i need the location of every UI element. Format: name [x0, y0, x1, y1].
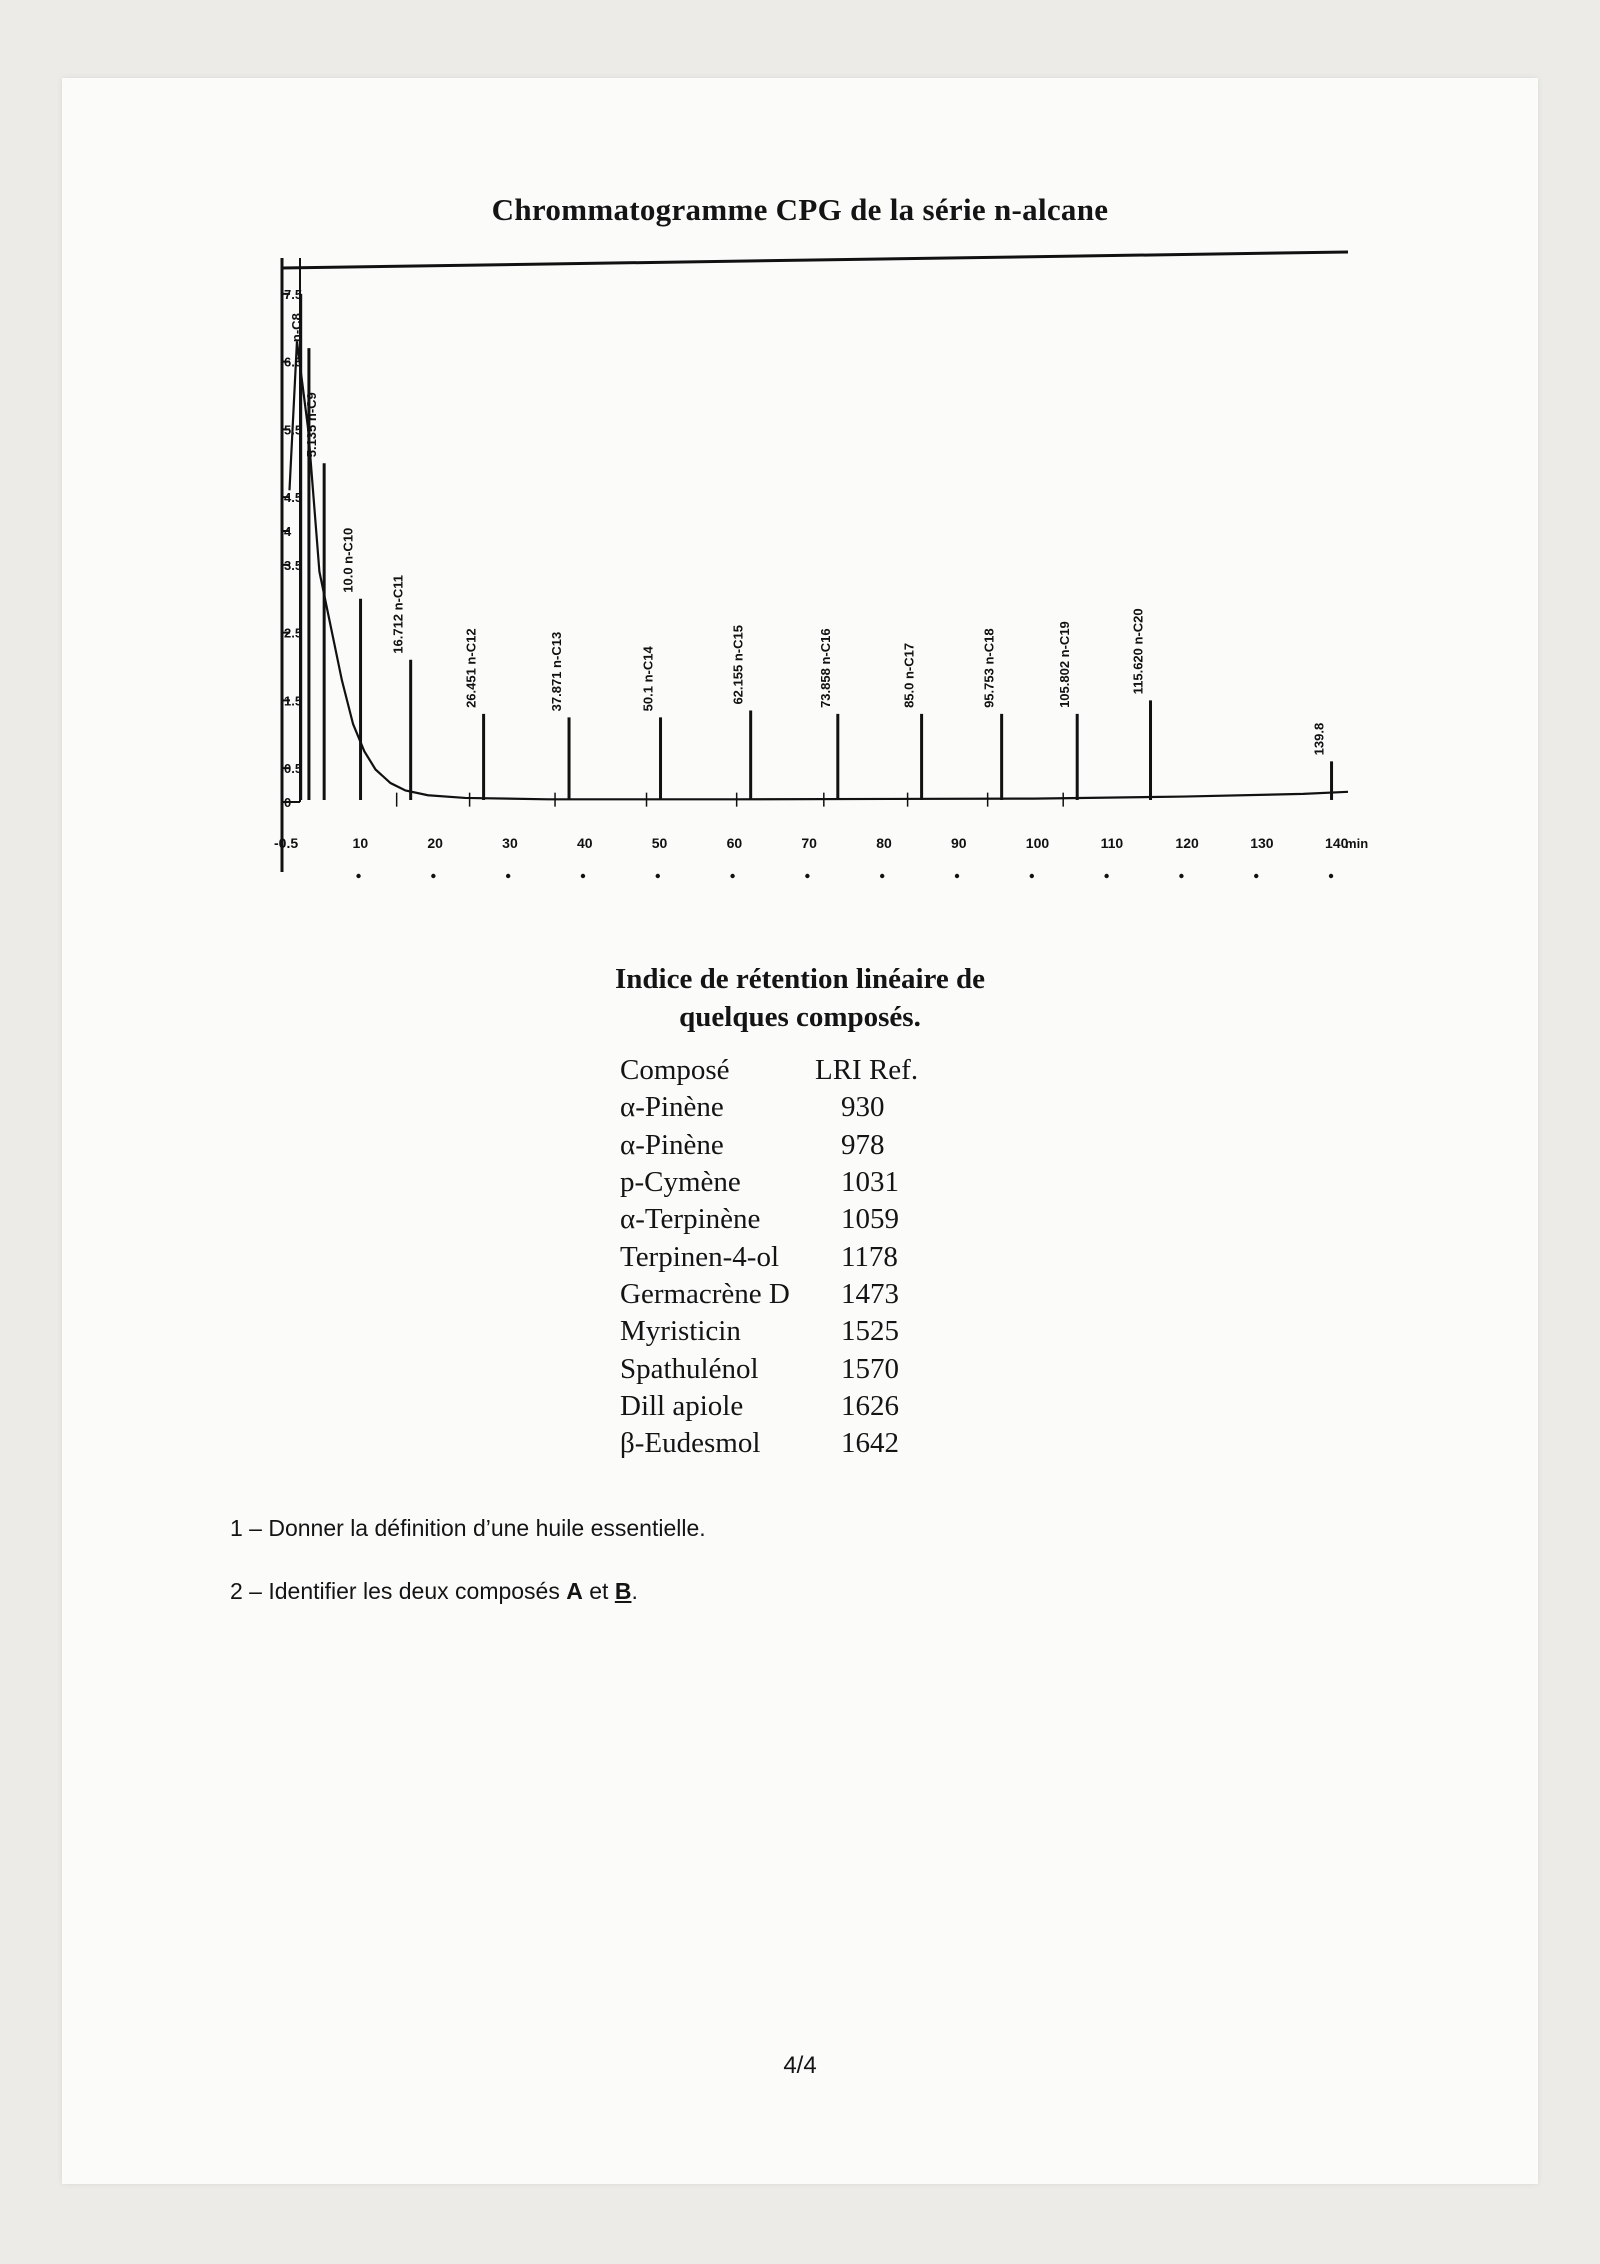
- compound-lri: 1473: [841, 1277, 899, 1310]
- compound-name: Spathulénol: [620, 1352, 759, 1385]
- y-tick-label: 7.5: [284, 286, 303, 302]
- table-row: [620, 1388, 918, 1425]
- chart-title: Chrommatogramme CPG de la série n-alcane: [491, 192, 1109, 227]
- table-caption-line-1: Indice de rétention linéaire de: [615, 963, 985, 995]
- x-tick-dot: [805, 874, 809, 878]
- table-row: [620, 1350, 918, 1387]
- x-tick-dot: [1104, 874, 1108, 878]
- peak-label: 62.155 n-C15: [730, 625, 746, 705]
- compound-lri: 1031: [841, 1166, 899, 1199]
- x-tick-label: 120: [1175, 835, 1199, 851]
- peak-label: 73.858 n-C16: [817, 628, 833, 708]
- y-tick-label: 4.5: [284, 490, 303, 506]
- x-tick-dot: [356, 874, 360, 878]
- y-tick-label: 6.5: [284, 354, 303, 370]
- compound-name: α-Terpinène: [620, 1203, 761, 1236]
- question-1: 1 – Donner la définition d’une huile essentielle.: [230, 1515, 706, 1541]
- compound-name: p-Cymène: [620, 1166, 741, 1199]
- x-tick-label: 110: [1100, 835, 1124, 851]
- compound-lri: 1642: [841, 1427, 899, 1460]
- x-axis-unit: min: [1345, 836, 1369, 851]
- compound-lri: 1525: [841, 1315, 899, 1348]
- compound-lri: 1178: [841, 1240, 898, 1273]
- x-tick-dot: [431, 874, 435, 878]
- peak-label: 115.620 n-C20: [1130, 608, 1146, 695]
- x-tick-dot: [880, 874, 884, 878]
- table-header-row: [620, 1052, 918, 1089]
- compound-name: β-Eudesmol: [620, 1427, 761, 1460]
- table-row: [620, 1313, 918, 1350]
- peak-label: 105.802 n-C19: [1057, 621, 1073, 708]
- top-border-line: [282, 252, 1348, 268]
- question-2: [230, 1578, 638, 1605]
- y-tick-label: 1.5: [284, 693, 303, 709]
- table-caption-line-2: quelques composés.: [679, 1001, 921, 1033]
- compound-lri: 1626: [841, 1389, 899, 1422]
- table-row: [620, 1201, 918, 1238]
- x-tick-label: 40: [576, 835, 593, 851]
- y-tick-label: 0: [284, 795, 292, 810]
- compound-lri: 978: [841, 1128, 885, 1161]
- peak-label: 139.8: [1311, 722, 1327, 756]
- question-2-and: et: [582, 1578, 615, 1604]
- header-compound: Composé: [620, 1054, 730, 1087]
- chromatogram-chart: [270, 250, 1369, 890]
- compound-name: Dill apiole: [620, 1389, 744, 1422]
- x-tick-dot: [1254, 874, 1258, 878]
- table-caption: [0, 960, 1600, 1036]
- peak-label: n-C8: [288, 313, 304, 343]
- x-tick-dot: [1030, 874, 1034, 878]
- compound-name: Germacrène D: [620, 1277, 790, 1310]
- page-number: 4/4: [783, 2052, 817, 2079]
- x-tick-dot: [730, 874, 734, 878]
- x-tick-dot: [1329, 874, 1333, 878]
- peak-label: 95.753 n-C18: [981, 628, 997, 708]
- x-tick-dot: [955, 874, 959, 878]
- x-tick-label: 50: [651, 835, 668, 851]
- x-tick-label: 90: [951, 835, 967, 851]
- peak-label: 50.1 n-C14: [640, 646, 656, 712]
- x-tick-dot: [506, 874, 510, 878]
- y-tick-label: 4: [284, 524, 292, 539]
- baseline-trace: [289, 341, 1348, 799]
- question-2-text: 2 – Identifier les deux composés: [230, 1578, 567, 1604]
- x-tick-label: 100: [1025, 835, 1050, 851]
- x-tick-label: 30: [502, 835, 518, 851]
- y-tick-label: 3.5: [284, 557, 303, 573]
- x-tick-dot: [1179, 874, 1183, 878]
- table-row: [620, 1127, 918, 1164]
- y-tick-label: 0.5: [284, 761, 303, 777]
- x-tick-label: 140: [1325, 835, 1349, 851]
- x-tick-dot: [581, 874, 585, 878]
- header-lri: LRI Ref.: [815, 1054, 919, 1087]
- y-tick-label: 5.5: [284, 422, 303, 438]
- table-row: [620, 1164, 918, 1201]
- y-tick-label: 2.5: [284, 625, 303, 641]
- x-tick-label: 70: [801, 835, 817, 851]
- lri-table-body: [620, 1089, 918, 1462]
- compound-b-label: B: [614, 1578, 632, 1604]
- table-row: [620, 1425, 918, 1462]
- lri-table: [620, 1052, 918, 1462]
- compound-name: Myristicin: [620, 1315, 741, 1348]
- compound-lri: 1570: [841, 1352, 899, 1385]
- table-row: [620, 1089, 918, 1126]
- x-tick-label: 80: [876, 835, 892, 851]
- x-tick-label: 10: [352, 835, 369, 851]
- compound-name: α-Pinène: [620, 1128, 724, 1161]
- compound-name: α-Pinène: [620, 1091, 724, 1124]
- x-tick-label: -0.5: [274, 835, 299, 851]
- compound-lri: 1059: [841, 1203, 899, 1236]
- x-tick-dot: [656, 874, 660, 878]
- peak-label: 37.871 n-C13: [549, 631, 565, 712]
- table-row: [620, 1276, 918, 1313]
- peak-label: 16.712 n-C11: [390, 574, 406, 654]
- peak-label: 26.451 n-C12: [463, 628, 479, 708]
- question-2-end: .: [631, 1578, 638, 1604]
- compound-name: Terpinen-4-ol: [620, 1240, 780, 1273]
- compound-lri: 930: [841, 1091, 885, 1124]
- peak-label: 5.135 n-C9: [304, 392, 320, 458]
- table-row: [620, 1238, 918, 1275]
- compound-a-label: A: [566, 1578, 583, 1604]
- x-tick-label: 20: [427, 835, 443, 851]
- x-tick-label: 130: [1250, 835, 1274, 851]
- peak-label: 85.0 n-C17: [901, 642, 917, 708]
- x-tick-label: 60: [726, 835, 743, 851]
- peak-label: 10.0 n-C10: [340, 527, 356, 593]
